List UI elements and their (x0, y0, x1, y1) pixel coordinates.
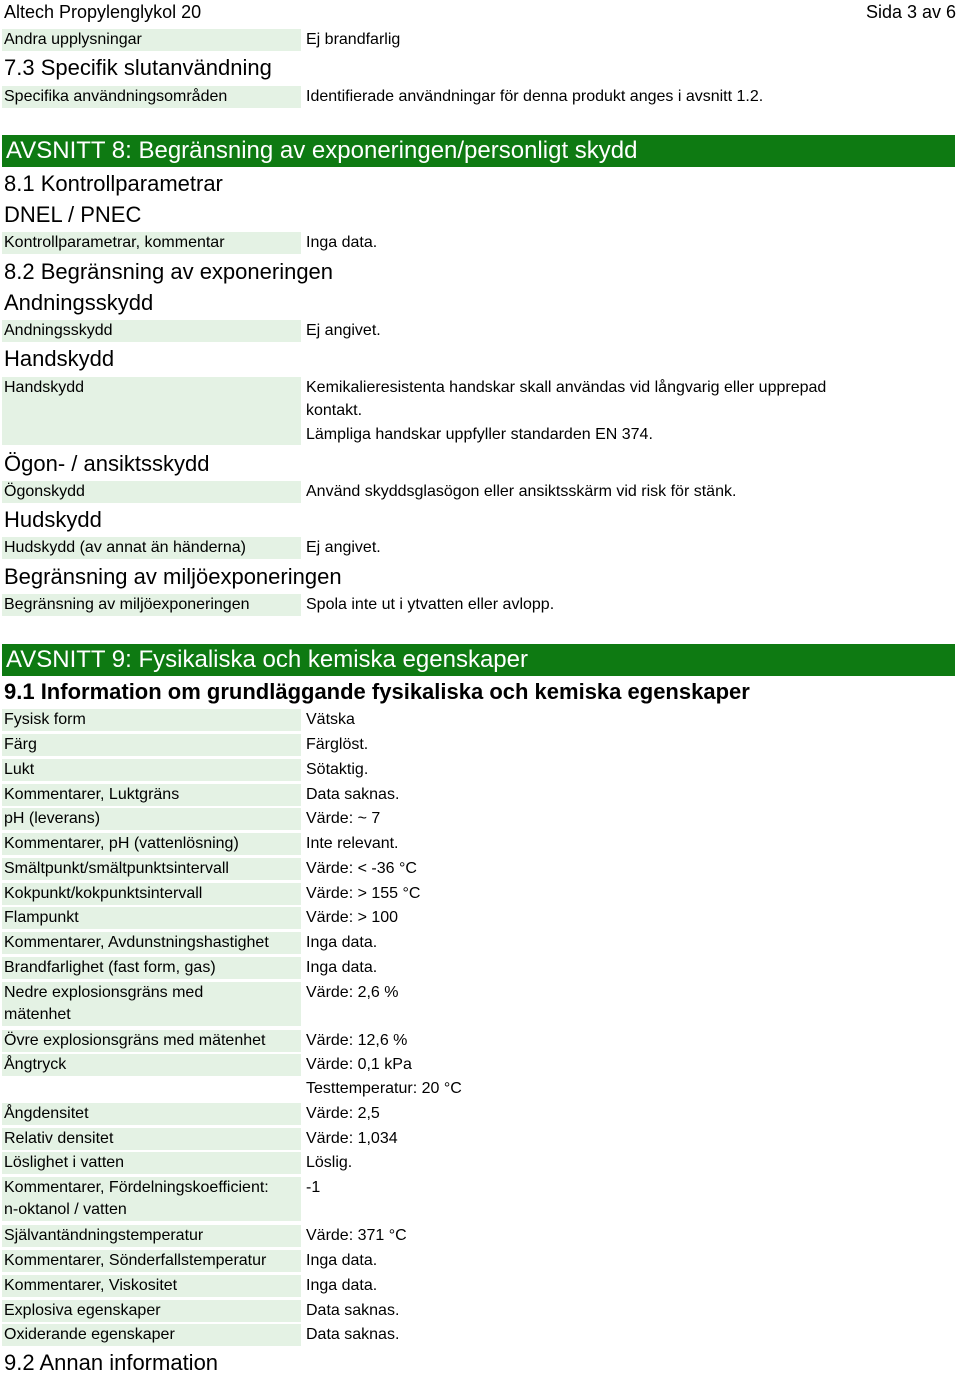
value-environment: Spola inte ut i ytvatten eller avlopp. (306, 596, 555, 613)
property-value: Vätska (306, 711, 355, 728)
property-value: Värde: 12,6 % (306, 1032, 408, 1049)
property-label (2, 1030, 301, 1052)
property-label (2, 759, 301, 781)
property-label (2, 883, 301, 905)
heading-dnel-pnec: DNEL / PNEC (4, 202, 142, 227)
heading-respiratory: Andningsskydd (4, 290, 154, 315)
property-label (2, 1275, 301, 1297)
property-label (2, 1152, 301, 1174)
property-value: Inte relevant. (306, 835, 399, 852)
property-label-text-line2: n-oktanol / vatten (4, 1201, 127, 1218)
property-label-text: Kokpunkt/kokpunktsintervall (4, 885, 203, 902)
property-label (2, 932, 301, 954)
property-label-text: Ångdensitet (4, 1105, 89, 1122)
property-label-text: Relativ densitet (4, 1130, 114, 1147)
property-label-text: pH (leverans) (4, 810, 101, 827)
property-label (2, 784, 301, 806)
subheading-8-1: 8.1 Kontrollparametrar (4, 171, 223, 196)
property-label-text: Nedre explosionsgräns med (4, 984, 204, 1001)
property-label-text: Brandfarlighet (fast form, gas) (4, 959, 216, 976)
property-value-line2: Testtemperatur: 20 °C (306, 1080, 462, 1097)
property-value: Värde: < -36 °C (306, 860, 417, 877)
property-value: Värde: > 100 (306, 909, 399, 926)
property-value: Värde: 2,6 % (306, 984, 399, 1001)
property-value: Inga data. (306, 959, 378, 976)
property-label-text: Explosiva egenskaper (4, 1302, 161, 1319)
property-label (2, 1103, 301, 1125)
property-label-text: Kommentarer, Sönderfallstemperatur (4, 1252, 267, 1269)
property-label (2, 907, 301, 929)
property-label (2, 1177, 301, 1221)
subheading-9-1: 9.1 Information om grundläggande fysikaliska och kemiska egenskaper (4, 679, 750, 704)
property-label (2, 957, 301, 979)
property-label (2, 1300, 301, 1322)
property-label (2, 734, 301, 756)
heading-environment: Begränsning av miljöexponeringen (4, 564, 342, 589)
value-skin: Ej angivet. (306, 539, 381, 556)
label-environment: Begränsning av miljöexponeringen (2, 594, 301, 616)
property-label-text: Kommentarer, Avdunstningshastighet (4, 934, 269, 951)
value-hand-3: Lämpliga handskar uppfyller standarden EN 374. (306, 426, 653, 443)
document-title: Altech Propylenglykol 20 (4, 2, 202, 22)
property-label (2, 808, 301, 830)
property-value: Löslig. (306, 1154, 353, 1171)
property-label (2, 1225, 301, 1247)
subheading-8-2: 8.2 Begränsning av exponeringen (4, 259, 334, 284)
property-value: Data saknas. (306, 1302, 400, 1319)
property-label (2, 709, 301, 731)
property-label-text: Ångtryck (4, 1056, 67, 1073)
value-respiratory: Ej angivet. (306, 322, 381, 339)
property-value: Inga data. (306, 934, 378, 951)
property-value: -1 (306, 1179, 321, 1196)
property-value: Inga data. (306, 1252, 378, 1269)
property-value: Värde: 0,1 kPa (306, 1056, 412, 1073)
subheading-9-2: 9.2 Annan information (4, 1350, 219, 1375)
property-label-text: Fysisk form (4, 711, 86, 728)
property-label (2, 1250, 301, 1272)
property-value: Värde: 2,5 (306, 1105, 380, 1122)
value-eye: Använd skyddsglasögon eller ansiktsskärm vid risk för stänk. (306, 483, 737, 500)
value-specific-use: Identifierade användningar för denna produkt anges i avsnitt 1.2. (306, 88, 764, 105)
property-label-text-line2: mätenhet (4, 1006, 71, 1023)
property-label-text: Övre explosionsgräns med mätenhet (4, 1032, 266, 1049)
property-value: Värde: 1,034 (306, 1130, 398, 1147)
label-eye: Ögonskydd (2, 481, 301, 503)
section-9-bar: AVSNITT 9: Fysikaliska och kemiska egenskaper (2, 644, 955, 676)
property-label-text: Oxiderande egenskaper (4, 1326, 175, 1343)
section-8-bar: AVSNITT 8: Begränsning av exponeringen/personligt skydd (2, 135, 955, 167)
property-label-text: Självantändningstemperatur (4, 1227, 204, 1244)
label-skin: Hudskydd (av annat än händerna) (2, 537, 301, 559)
property-label (2, 833, 301, 855)
property-label-text: Kommentarer, pH (vattenlösning) (4, 835, 239, 852)
label-control-params: Kontrollparametrar, kommentar (2, 232, 301, 254)
label-other-info: Andra upplysningar (2, 29, 301, 51)
heading-eye: Ögon- / ansiktsskydd (4, 451, 210, 476)
value-control-params: Inga data. (306, 234, 378, 251)
property-value: Värde: 371 °C (306, 1227, 407, 1244)
label-specific-use: Specifika användningsområden (2, 86, 301, 108)
value-other-info: Ej brandfarlig (306, 31, 401, 48)
property-label-text: Löslighet i vatten (4, 1154, 125, 1171)
property-value: Värde: ~ 7 (306, 810, 381, 827)
label-hand: Handskydd (2, 377, 301, 445)
property-label-text: Kommentarer, Fördelningskoefficient: (4, 1179, 269, 1196)
subheading-7-3: 7.3 Specifik slutanvändning (4, 55, 272, 80)
property-label-text: Flampunkt (4, 909, 79, 926)
property-value: Inga data. (306, 1277, 378, 1294)
property-label (2, 858, 301, 880)
property-value: Värde: > 155 °C (306, 885, 421, 902)
property-label-text: Färg (4, 736, 37, 753)
value-hand-2: kontakt. (306, 402, 363, 419)
property-label-text: Kommentarer, Viskositet (4, 1277, 178, 1294)
property-label (2, 1054, 301, 1076)
property-label (2, 982, 301, 1026)
property-label-text: Smältpunkt/smältpunktsintervall (4, 860, 229, 877)
property-label (2, 1128, 301, 1150)
property-value: Data saknas. (306, 1326, 400, 1343)
value-hand-1: Kemikalieresistenta handskar skall användas vid långvarig eller upprepad (306, 379, 827, 396)
property-value: Sötaktig. (306, 761, 369, 778)
label-respiratory: Andningsskydd (2, 320, 301, 342)
property-label (2, 1324, 301, 1346)
heading-hand: Handskydd (4, 346, 115, 371)
property-label-text: Lukt (4, 761, 35, 778)
heading-skin: Hudskydd (4, 507, 102, 532)
property-value: Färglöst. (306, 736, 369, 753)
page-number: Sida 3 av 6 (865, 2, 956, 22)
property-label-text: Kommentarer, Luktgräns (4, 786, 180, 803)
property-value: Data saknas. (306, 786, 400, 803)
